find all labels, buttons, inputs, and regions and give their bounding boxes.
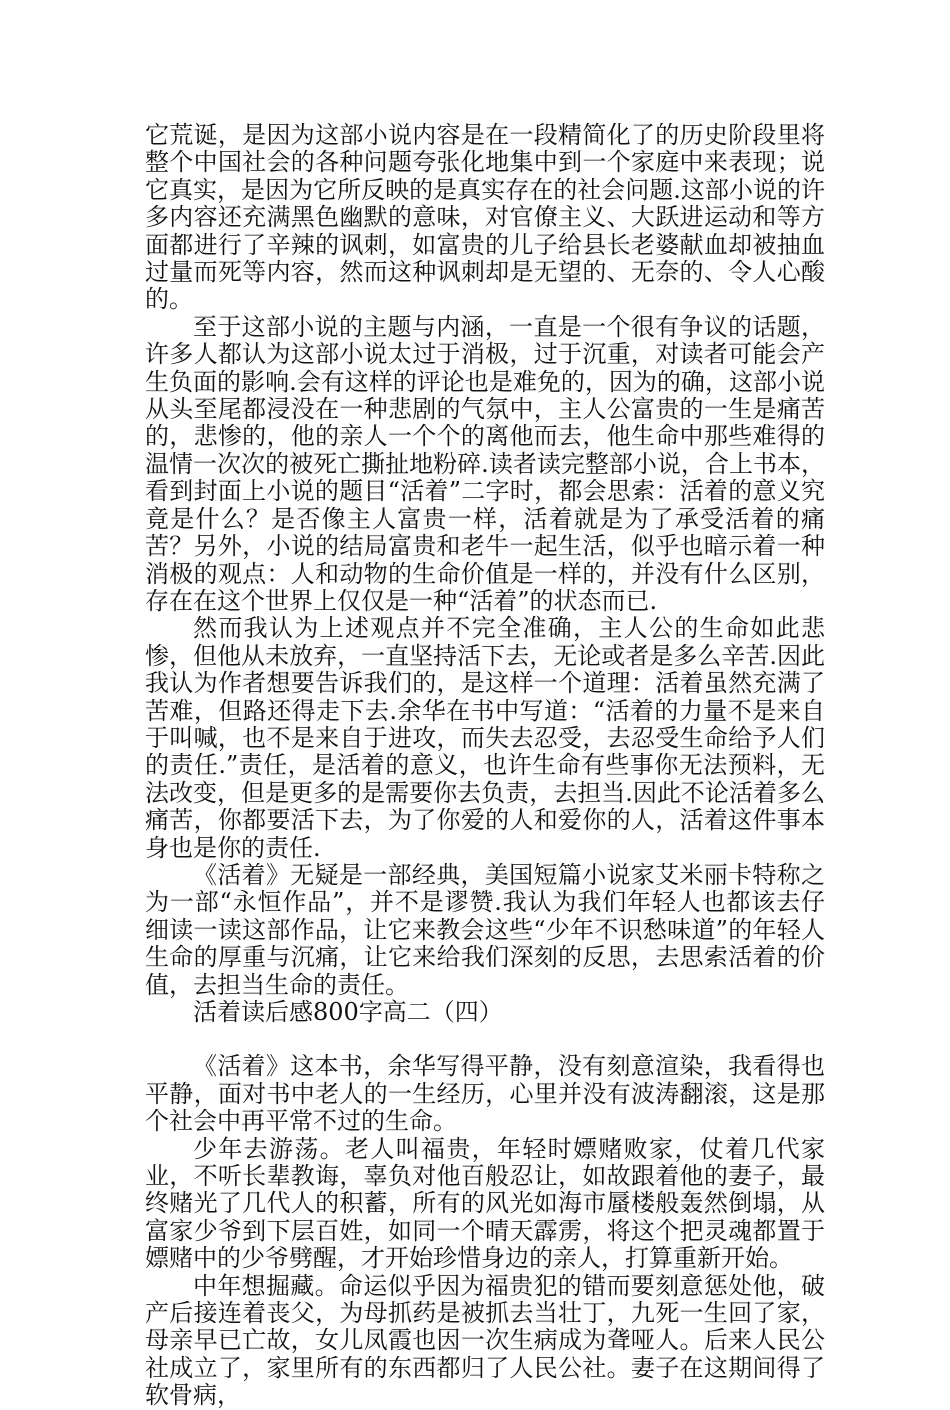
paragraph: 少年去游荡。老人叫福贵，年轻时嫖赌败家，仗着几代家业，不听长辈教诲，辜负对他百般忍让，如故跟着他的妻子，最终赌光了几代人的积蓄，所有的风光如海市蜃楼般轰然倒塌，从富家少爷到下层百姓，如同一个晴天霹雳，将这个把灵魂都置于嫖赌中的少爷劈醒，才开始珍惜身边的亲人，打算重新开始。	[145, 1134, 825, 1273]
blank-line	[145, 1026, 825, 1053]
document-page	[145, 122, 825, 1410]
paragraph: 然而我认为上述观点并不完全准确，主人公的生命如此悲惨，但他从未放弃，一直坚持活下去，无论或者是多么辛苦.因此我认为作者想要告诉我们的，是这样一个道理：活着虽然充满了苦难，但路还得走下去.余华在书中写道：“活着的力量不是来自于叫喊，也不是来自于进攻，而失去忍受，去忍受生命给予人们的责任.”责任，是活着的意义，也许生命有些事你无法预料，无法改变，但是更多的是需要你去负责，去担当.因此不论活着多么痛苦，你都要活下去，为了你爱的人和爱你的人，活着这件事本身也是你的责任.	[145, 614, 825, 862]
paragraph: 中年想掘藏。命运似乎因为福贵犯的错而要刻意惩处他，破产后接连着丧父，为母抓药是被抓去当壮丁，九死一生回了家，母亲早已亡故，女儿凤霞也因一次生病成为聋哑人。后来人民公社成立了，家里所有的东西都归了人民公社。妻子在这期间得了软骨病，	[145, 1271, 825, 1410]
paragraph: 《活着》无疑是一部经典，美国短篇小说家艾米丽卡特称之为一部“永恒作品”，并不是谬赞.我认为我们年轻人也都该去仔细读一读这部作品，让它来教会这些“少年不识愁味道”的年轻人生命的厚重与沉痛，让它来给我们深刻的反思，去思索活着的价值，去担当生命的责任。	[145, 860, 825, 999]
paragraph: 它荒诞，是因为这部小说内容是在一段精简化了的历史阶段里将整个中国社会的各种问题夸张化地集中到一个家庭中来表现；说它真实，是因为它所反映的是真实存在的社会问题.这部小说的许多内容还充满黑色幽默的意味，对官僚主义、大跃进运动和等方面都进行了辛辣的讽刺，如富贵的儿子给县长老婆献血却被抽血过量而死等内容，然而这种讽刺却是无望的、无奈的、令人心酸的。	[145, 121, 825, 314]
paragraph: 《活着》这本书，余华写得平静，没有刻意渲染，我看得也平静，面对书中老人的一生经历，心里并没有波涛翻滚，这是那个社会中再平常不过的生命。	[145, 1052, 825, 1136]
section-heading: 活着读后感800字高二（四）	[193, 998, 503, 1026]
paragraph: 至于这部小说的主题与内涵，一直是一个很有争议的话题，许多人都认为这部小说太过于消极，过于沉重，对读者可能会产生负面的影响.会有这样的评论也是难免的，因为的确，这部小说从头至尾都浸没在一种悲剧的气氛中，主人公富贵的一生是痛苦的，悲惨的，他的亲人一个个的离他而去，他生命中那些难得的温情一次次的被死亡撕扯地粉碎.读者读完整部小说，合上书本，看到封面上小说的题目“活着”二字时，都会思索：活着的意义究竟是什么？是否像主人富贵一样，活着就是为了承受活着的痛苦？另外，小说的结局富贵和老牛一起生活，似乎也暗示着一种消极的观点：人和动物的生命价值是一样的，并没有什么区别，存在在这个世界上仅仅是一种“活着”的状态而已.	[145, 312, 825, 615]
